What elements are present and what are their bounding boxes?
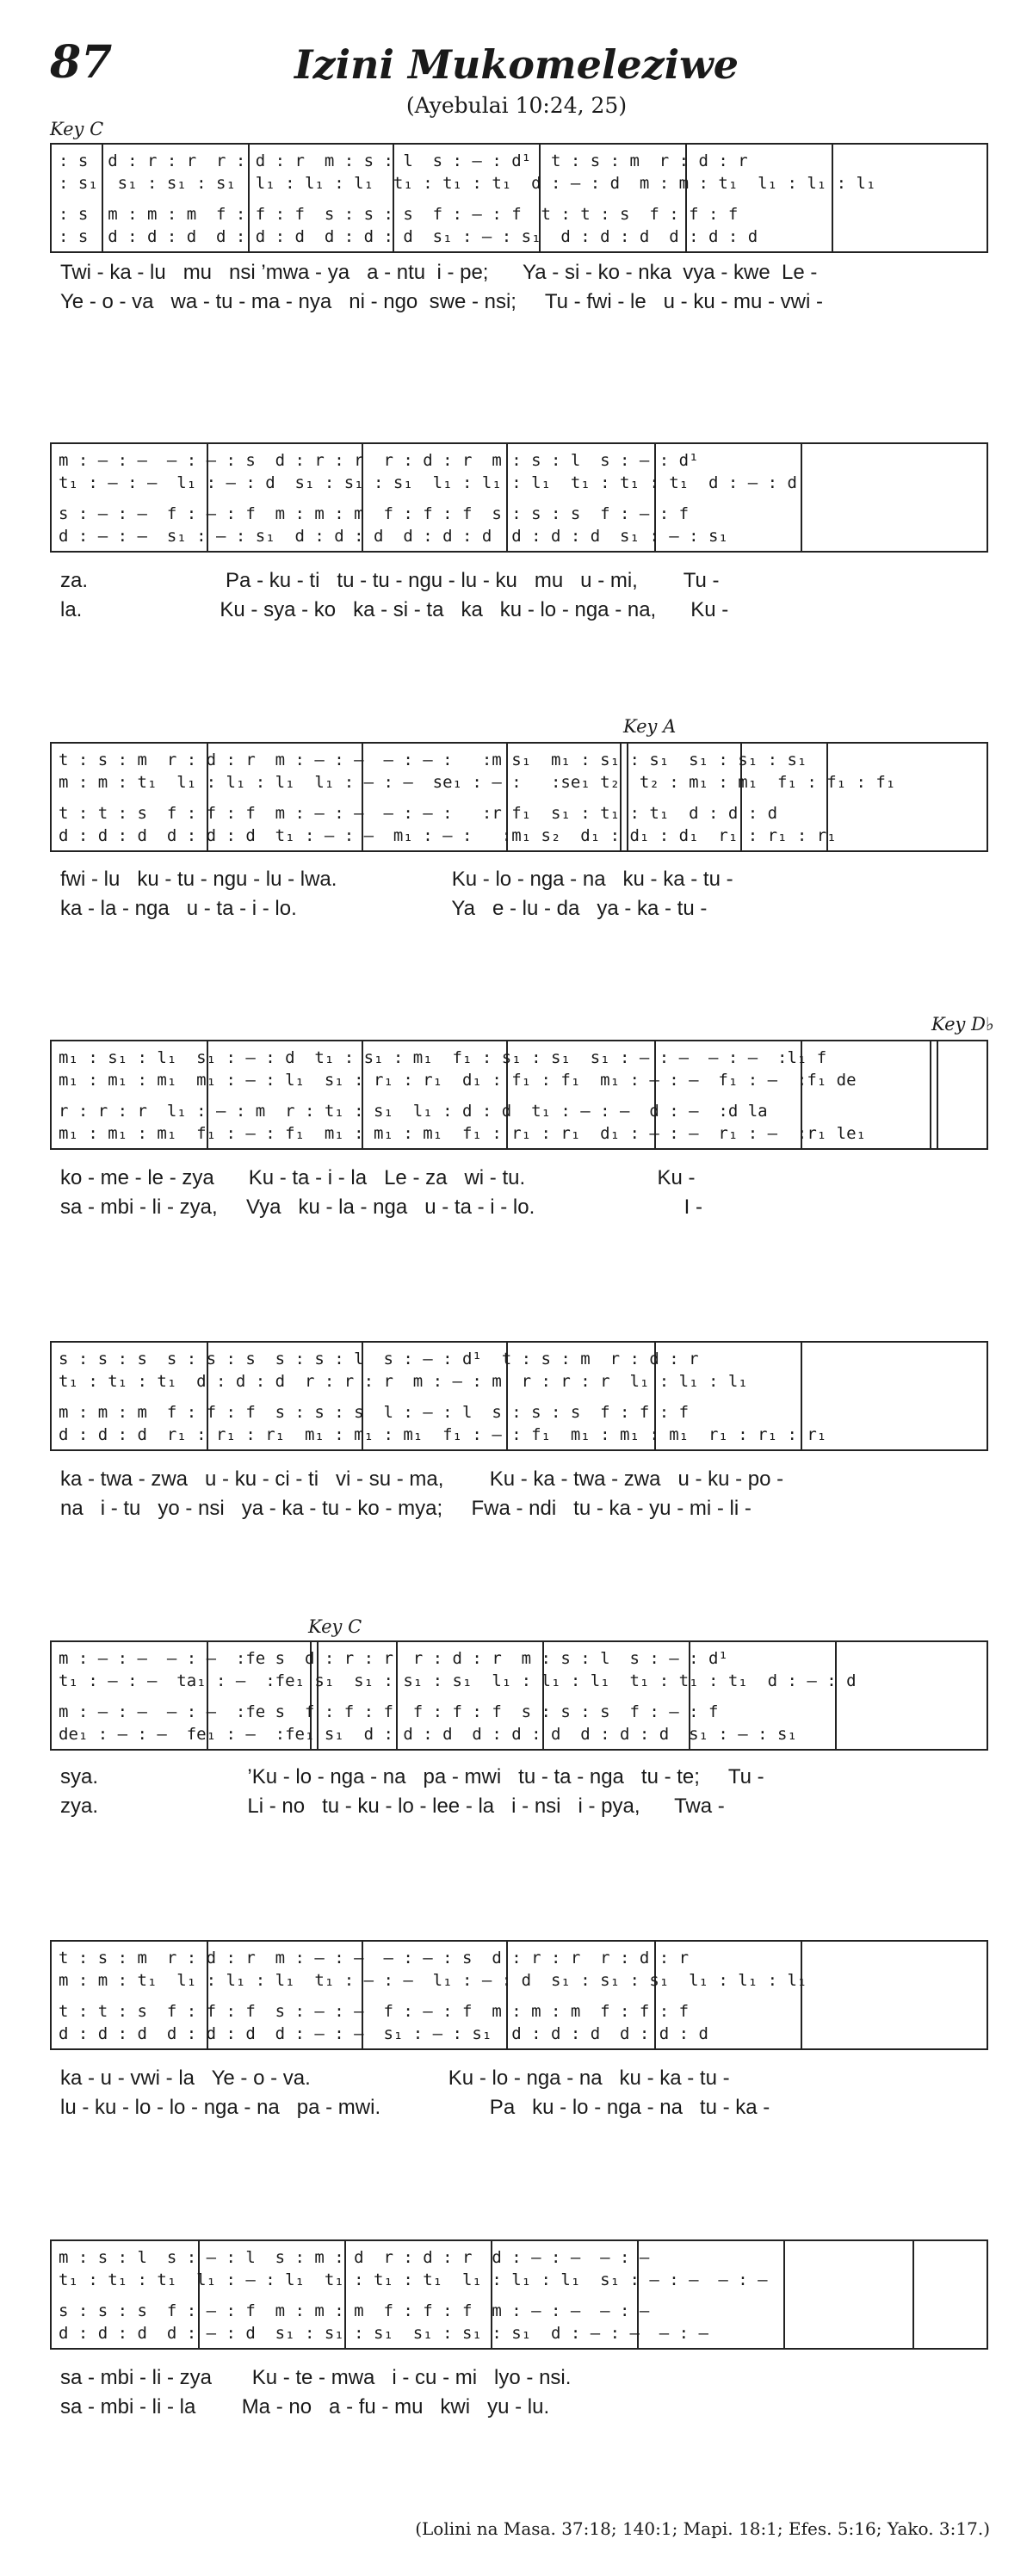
lyrics	[60, 1763, 990, 1821]
hymn-number: 87	[50, 36, 113, 89]
lyrics	[60, 2064, 990, 2122]
tenor-line: t : t : s f : f : f m : — : — — : — : :r f₁ s₁ : t₁ : t₁ d : d : d	[59, 804, 778, 823]
hymn-title: Izini Mukomeleziwe	[294, 41, 739, 88]
upper-voices	[52, 150, 987, 195]
music-system	[50, 742, 988, 852]
soprano-line: m₁ : s₁ : l₁ s₁ : — : d t₁ : s₁ : m₁ f₁ : s₁ : s₁ s₁ : — : — — : — :l₁ f	[59, 1048, 827, 1067]
tenor-line: m : m : m f : f : f s : s : s l : — : l s : s : s f : f : f	[59, 1403, 690, 1422]
bass-line: : s d : d : d d : d : d d : d : d s₁ : — : s₁ d : d : d d : d : d	[59, 227, 758, 246]
lyric-verse-2: Ye - o - va wa - tu - ma - nya ni - ngo swe - nsi; Tu - fwi - le u - ku - mu - vwi -	[60, 290, 824, 313]
bass-line: d : d : d r₁ : r₁ : r₁ m₁ : m₁ : m₁ f₁ : — : f₁ m₁ : m₁ : m₁ r₁ : r₁ : r₁	[59, 1425, 827, 1444]
alto-line: m : m : t₁ l₁ : l₁ : l₁ t₁ : — : — l₁ : — : d s₁ : s₁ : s₁ l₁ : l₁ : l₁	[59, 1971, 807, 1990]
bass-line: d : d : d d : d : d t₁ : — : — m₁ : — : :m₁ s₂ d₁ : d₁ : d₁ r₁ : r₁ : r₁	[59, 826, 837, 845]
key-signature: Key A	[623, 716, 677, 737]
key-signature: Key C	[308, 1616, 362, 1637]
alto-line: m : m : t₁ l₁ : l₁ : l₁ l₁ : — : — se₁ : — : :se₁ t₂ t₂ : m₁ : m₁ f₁ : f₁ : f₁	[59, 773, 896, 792]
alto-line: m₁ : m₁ : m₁ m₁ : — : l₁ s₁ : r₁ : r₁ d₁ : f₁ : f₁ m₁ : — : — f₁ : — :f₁ de	[59, 1071, 857, 1090]
lyric-verse-1: ka - u - vwi - la Ye - o - va. Ku - lo - nga - na ku - ka - tu -	[60, 2066, 730, 2090]
tenor-line: m : — : — — : — :fe s f : f : f f : f : f s : s : s f : — : f	[59, 1702, 719, 1721]
lower-voices	[52, 2300, 987, 2344]
lyric-verse-2: zya. Li - no tu - ku - lo - leе - la i - nsi i - pya, Twa -	[60, 1795, 725, 1818]
soprano-line: m : — : — — : — :fe s d : r : r r : d : r m : s : l s : — : d¹	[59, 1649, 728, 1668]
lyric-verse-2: lu - ku - lo - lo - nga - na pa - mwi. Pa ku - lo - nga - na tu - ka -	[60, 2096, 770, 2119]
bass-line: de₁ : — : — fe₁ : — :fe₁ s₁ d : d : d d : d : d d : d : d s₁ : — : s₁	[59, 1725, 797, 1744]
lyric-verse-1: ka - twa - zwa u - ku - ci - ti vi - su - ma, Ku - ka - twa - zwa u - ku - po -	[60, 1467, 784, 1491]
bass-line: d : d : d d : d : d d : — : — s₁ : — : s₁ d : d : d d : d : d	[59, 2024, 708, 2043]
upper-voices	[52, 1947, 987, 1992]
bass-line: d : — : — s₁ : — : s₁ d : d : d d : d : d d : d : d s₁ : — : s₁	[59, 527, 728, 546]
lower-voices	[52, 1100, 987, 1145]
lyric-verse-1: fwi - lu ku - tu - ngu - lu - lwa. Ku - lo - nga - na ku - ka - tu -	[60, 868, 733, 891]
lyric-verse-1: Twi - ka - lu mu nsi ’mwa - ya a - ntu i - pe; Ya - si - ko - nka vya - kwe Le -	[60, 261, 818, 284]
lyric-verse-2: la. Ku - sya - ko ka - si - ta ka ku - lo - nga - na, Ku -	[60, 598, 729, 621]
lower-voices	[52, 2000, 987, 2045]
soprano-line: : s d : r : r r : d : r m : s : l s : — : d¹ t : s : m r : d : r	[59, 151, 748, 170]
music-system	[50, 1940, 988, 2050]
lyric-verse-2: sa - mbi - li - la Ma - no a - fu - mu kwi yu - lu.	[60, 2395, 550, 2418]
lower-voices	[52, 1701, 987, 1745]
bass-line: m₁ : m₁ : m₁ f₁ : — : f₁ m₁ : m₁ : m₁ f₁ : r₁ : r₁ d₁ : — : — r₁ : — :r₁ le₁	[59, 1124, 866, 1143]
lyrics	[60, 865, 990, 924]
upper-voices	[52, 2246, 987, 2291]
tenor-line: s : s : s f : — : f m : m : m f : f : f m : — : — — : —	[59, 2301, 650, 2320]
lyric-verse-1: sya. ’Ku - lo - nga - na pa - mwi tu - ta - nga tu - te; Tu -	[60, 1765, 764, 1788]
lower-voices	[52, 1401, 987, 1446]
upper-voices	[52, 1647, 987, 1692]
lyric-verse-1: za. Pa - ku - ti tu - tu - ngu - lu - ku mu u - mi, Tu -	[60, 569, 720, 592]
lyrics	[60, 566, 990, 625]
lower-voices	[52, 203, 987, 248]
soprano-line: t : s : m r : d : r m : — : — — : — : s d : r : r r : d : r	[59, 1949, 690, 1968]
lyrics	[60, 2363, 990, 2422]
lyric-verse-1: ko - me - le - zya Ku - ta - i - la Le - za wi - tu. Ku -	[60, 1166, 696, 1189]
soprano-line: t : s : m r : d : r m : — : — — : — : :m s₁ m₁ : s₁ : s₁ s₁ : s₁ : s₁	[59, 751, 807, 769]
tenor-line: t : t : s f : f : f s : — : — f : — : f m : m : m f : f : f	[59, 2002, 690, 2021]
music-system	[50, 1040, 988, 1150]
upper-voices	[52, 1047, 987, 1091]
bass-line: d : d : d d : — : d s₁ : s₁ : s₁ s₁ : s₁ : s₁ d : — : — — : —	[59, 2324, 708, 2343]
music-system	[50, 442, 988, 553]
lower-voices	[52, 503, 987, 547]
lyrics	[60, 1164, 990, 1222]
lyric-verse-2: na i - tu yo - nsi ya - ka - tu - ko - mya; Fwa - ndi tu - ka - yu - mi - li -	[60, 1497, 752, 1520]
lyrics	[60, 1465, 990, 1523]
tenor-line: s : — : — f : — : f m : m : m f : f : f s : s : s f : — : f	[59, 504, 690, 523]
tenor-line: r : r : r l₁ : — : m r : t₁ : s₁ l₁ : d : d t₁ : — : — d : — :d la	[59, 1102, 768, 1121]
music-system	[50, 2239, 988, 2350]
alto-line: t₁ : t₁ : t₁ l₁ : — : l₁ t₁ : t₁ : t₁ l₁ : l₁ : l₁ s₁ : — : — — : —	[59, 2270, 768, 2289]
alto-line: : s₁ s₁ : s₁ : s₁ l₁ : l₁ : l₁ t₁ : t₁ : t₁ d : — : d m : m : t₁ l₁ : l₁ : l₁	[59, 174, 876, 193]
scripture-footnote: (Lolini na Masa. 37:18; 140:1; Mapi. 18:1; Efes. 5:16; Yako. 3:17.)	[415, 2518, 990, 2539]
alto-line: t₁ : — : — ta₁ : — :fe₁ s₁ s₁ : s₁ : s₁ l₁ : l₁ : l₁ t₁ : t₁ : t₁ d : — : d	[59, 1671, 857, 1690]
upper-voices	[52, 749, 987, 794]
lyric-verse-2: ka - la - nga u - ta - i - lo. Ya e - lu - da ya - ka - tu -	[60, 897, 708, 920]
key-signature: Key C	[50, 119, 104, 139]
soprano-line: m : — : — — : — : s d : r : r r : d : r m : s : l s : — : d¹	[59, 451, 699, 470]
upper-voices	[52, 1348, 987, 1393]
tenor-line: : s m : m : m f : f : f s : s : s f : — : f t : t : s f : f : f	[59, 205, 739, 224]
key-signature: Key D♭	[931, 1014, 994, 1035]
upper-voices	[52, 449, 987, 494]
lower-voices	[52, 802, 987, 847]
lyrics	[60, 258, 990, 317]
lyric-verse-2: sa - mbi - li - zya, Vya ku - la - nga u - ta - i - lo. I -	[60, 1195, 702, 1219]
music-system	[50, 143, 988, 253]
soprano-line: m : s : l s : — : l s : m : d r : d : r d : — : — — : —	[59, 2248, 650, 2267]
scripture-reference: (Ayebulai 10:24, 25)	[405, 93, 628, 118]
music-system	[50, 1640, 988, 1751]
music-system	[50, 1341, 988, 1451]
lyric-verse-1: sa - mbi - li - zya Ku - te - mwa i - cu - mi lyo - nsi.	[60, 2366, 572, 2389]
soprano-line: s : s : s s : s : s s : s : l s : — : d¹ t : s : m r : d : r	[59, 1350, 699, 1368]
alto-line: t₁ : t₁ : t₁ d : d : d r : r : r m : — : m r : r : r l₁ : l₁ : l₁	[59, 1372, 748, 1391]
alto-line: t₁ : — : — l₁ : — : d s₁ : s₁ : s₁ l₁ : l₁ : l₁ t₁ : t₁ : t₁ d : — : d	[59, 473, 797, 492]
